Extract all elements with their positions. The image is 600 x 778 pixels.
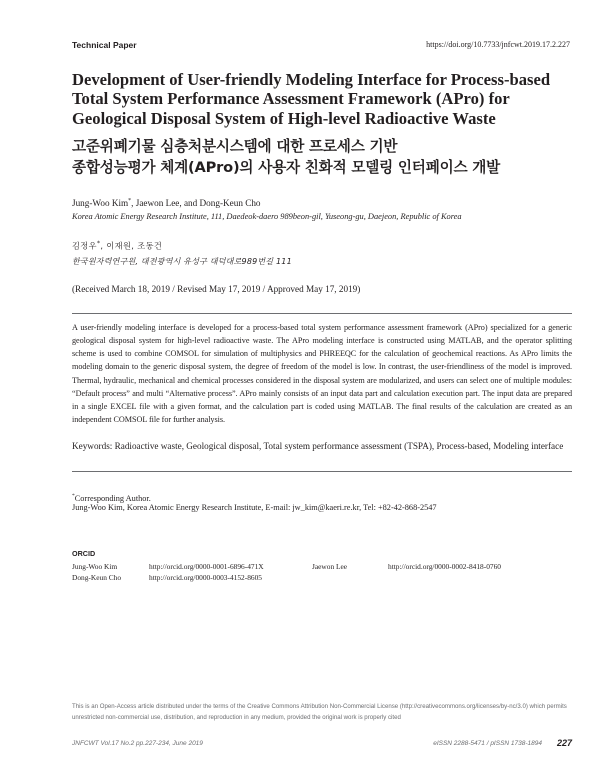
issn: eISSN 2288-5471 / pISSN 1738-1894 (433, 740, 542, 747)
corresponding-mark-ko: * (96, 240, 101, 247)
title-en-line: Development of User-friendly Modeling Interface for Process-based (72, 70, 551, 89)
orcid-name: Jaewon Lee (312, 562, 348, 571)
corr-mark: * (72, 493, 75, 499)
orcid-name: Dong-Keun Cho (72, 573, 122, 582)
paper-type-label: Technical Paper (72, 40, 137, 50)
title-ko-line: 고준위폐기물 심층처분시스템에 대한 프로세스 기반 (72, 138, 398, 155)
orcid-row (72, 562, 572, 573)
orcid-url[interactable]: http://orcid.org/0000-0002-8418-0760 (388, 562, 501, 571)
corresponding-mark: * (128, 198, 132, 204)
abstract-top-rule (72, 313, 572, 314)
author-first: Jung-Woo Kim (72, 198, 129, 209)
page-number: 227 (556, 738, 572, 748)
license-notice: This is an Open-Access article distributed under the terms of the Creative Commons Attribution Non-Commercial License (http://creativecommons.org/licenses/by-nc/3.0) which permits unrestricted non-commercial use, distribution, and reproduction in any medium, provided the original work is properly cited (72, 703, 567, 721)
page-footer (72, 739, 572, 751)
author-first-ko: 김정우 (72, 240, 97, 251)
corr-label: Corresponding Author. (74, 493, 151, 503)
authors-english (72, 198, 261, 208)
received-dates: (Received March 18, 2019 / Revised May 17, 2019 / Approved May 17, 2019) (72, 284, 361, 294)
journal-citation: JNFCWT Vol.17 No.2 pp.227-234, June 2019 (72, 740, 203, 747)
page-header (72, 40, 570, 54)
abstract-text: A user-friendly modeling interface is developed for a process-based total system performance assessment framework (APro) specialized for a generic geological disposal system for high-level radioactive waste. The APro modeling interface is constructed using MATLAB, and the operator splitting scheme is used to combine COMSOL for simulation of multiphysics and PHREEQC for the calculation of geochemical reactions. As APro limits the modeling domain to the generic disposal system, the degree of freedom of the model is low. In contrast, the user-friendliness of the model is improved. Thermal, hydraulic, mechanical and chemical processes considered in the disposal system are modularized, and users can select one of multiple modules: “Default process” and multi “Alternative process”. APro mainly consists of an input data part and calculation execution part. The input data are prepared in a single EXCEL file with a given format, and the calculation part is coded using MATLAB. The final results of the calculation are created as an independent COMSOL file for further analysis. (72, 323, 572, 425)
orcid-row (72, 573, 572, 584)
affiliation-korean: 한국원자력연구원, 대전광역시 유성구 대덕대로989번길 111 (72, 257, 292, 266)
title-en-line: Total System Performance Assessment Framework (APro) for (72, 89, 510, 109)
corresponding-author-detail: Jung-Woo Kim, Korea Atomic Energy Research Institute, E-mail: jw_kim@kaeri.re.kr, Tel: +82-42-868-2547 (72, 503, 437, 512)
affiliation-english: Korea Atomic Energy Research Institute, 111, Daedeok-daero 989beon-gil, Yuseong-gu, Daejeon, Republic of Korea (72, 212, 462, 221)
author-rest-ko: , 이재원, 조동건 (100, 240, 163, 251)
author-rest: , Jaewon Lee, and Dong-Keun Cho (131, 198, 261, 209)
title-english (72, 70, 572, 128)
orcid-name: Jung-Woo Kim (72, 562, 118, 571)
orcid-heading: ORCID (72, 549, 96, 558)
orcid-url[interactable]: http://orcid.org/0000-0003-4152-8605 (149, 573, 262, 582)
doi-link[interactable]: https://doi.org/10.7733/jnfcwt.2019.17.2.227 (426, 40, 570, 49)
keywords: Keywords: Radioactive waste, Geological disposal, Total system performance assessment (TSPA), Process-based, Modeling interface (72, 441, 564, 451)
title-korean (72, 136, 572, 178)
orcid-url[interactable]: http://orcid.org/0000-0001-6896-471X (149, 562, 264, 571)
title-ko-line: 종합성능평가 체계(APro)의 사용자 친화적 모델링 인터페이스 개발 (72, 159, 501, 176)
title-en-line: Geological Disposal System of High-level Radioactive Waste (72, 108, 496, 128)
authors-korean (72, 240, 162, 252)
abstract-bottom-rule (72, 471, 572, 472)
